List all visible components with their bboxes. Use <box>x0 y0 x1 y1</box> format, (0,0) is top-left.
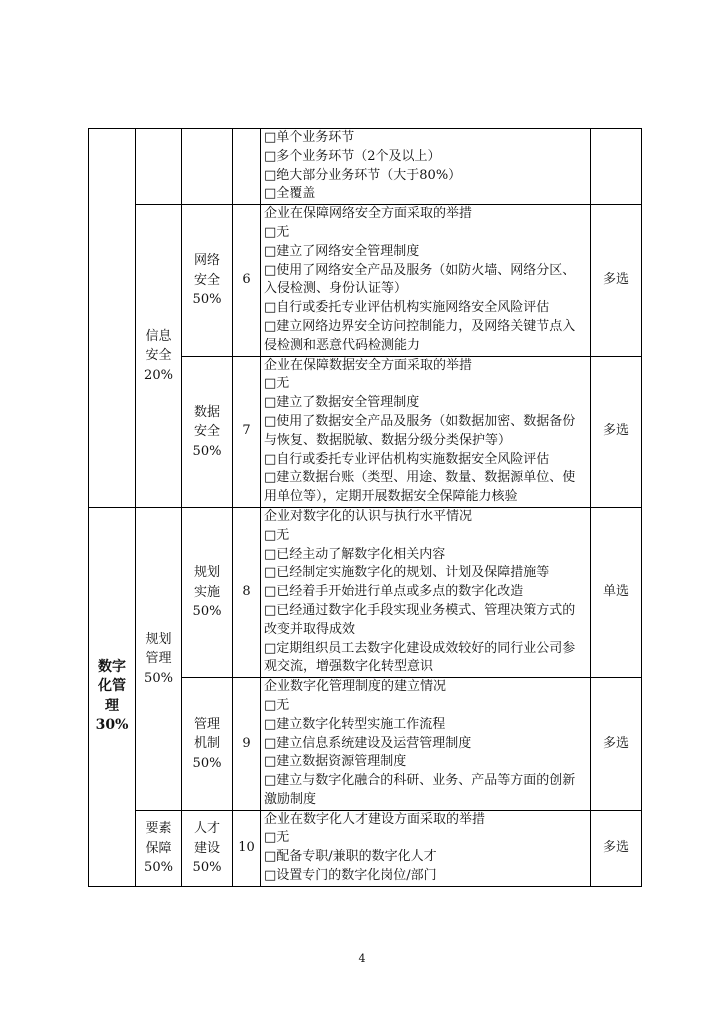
level3-cell: 管理 机制 50% <box>182 678 233 811</box>
checkbox-option: □多个业务环节（2个及以上） <box>264 148 441 164</box>
checkbox-option: □已经制定实施数字化的规划、计划及保障措施等 <box>264 565 550 581</box>
checkbox-option: □已经着手开始进行单点或多点的数字化改造 <box>264 584 524 600</box>
table-row <box>89 810 642 886</box>
selection-type: 多选 <box>591 810 642 886</box>
checkbox-option: □无 <box>264 224 290 240</box>
question-text: 企业对数字化的认识与执行水平情况 <box>264 508 473 524</box>
checkbox-option: □建立信息系统建设及运营管理制度 <box>264 735 472 751</box>
checkbox-option: □建立数据资源管理制度 <box>264 754 407 770</box>
checkbox-option: □绝大部分业务环节（大于80%） <box>264 167 462 183</box>
options-cell <box>261 810 591 886</box>
checkbox-option: □定期组织员工去数字化建设成效较好的同行业公司参观交流，增强数字化转型意识 <box>264 640 576 675</box>
evaluation-table <box>88 128 642 887</box>
item-number: 8 <box>233 507 261 677</box>
level2-cell-blank <box>136 129 182 205</box>
question-text: 企业在保障数据安全方面采取的举措 <box>264 357 473 373</box>
item-number: 9 <box>233 678 261 811</box>
checkbox-option: □建立了网络安全管理制度 <box>264 243 420 259</box>
checkbox-option: □已经主动了解数字化相关内容 <box>264 546 446 562</box>
checkbox-option: □无 <box>264 830 290 846</box>
level3-cell: 人才 建设 50% <box>182 810 233 886</box>
options-cell <box>261 678 591 811</box>
checkbox-option: □建立与数字化融合的科研、业务、产品等方面的创新激励制度 <box>264 773 576 807</box>
selection-type: 多选 <box>591 205 642 356</box>
checkbox-option: □已经通过数字化手段实现业务模式、管理决策方式的改变并取得成效 <box>264 602 576 637</box>
item-number: 6 <box>233 205 261 356</box>
page-number: 4 <box>358 952 366 965</box>
level3-cell: 数据 安全 50% <box>182 356 233 507</box>
level1-cell-blank <box>89 129 136 508</box>
options-cell <box>261 129 591 205</box>
checkbox-option: □建立网络边界安全访问控制能力，及网络关键节点入侵检测和恶意代码检测能力 <box>264 318 576 353</box>
level3-cell-blank <box>182 129 233 205</box>
item-number: 10 <box>233 810 261 886</box>
options-cell <box>261 205 591 356</box>
checkbox-option: □建立数据台账（类型、用途、数量、数据源单位、使用单位等），定期开展数据安全保障能力核验 <box>264 470 576 505</box>
table-row <box>89 507 642 677</box>
question-text: 企业在保障网络安全方面采取的举措 <box>264 206 473 222</box>
checkbox-option: □无 <box>264 376 290 392</box>
checkbox-option: □单个业务环节 <box>264 130 355 145</box>
checkbox-option: □建立数字化转型实施工作流程 <box>264 716 446 732</box>
level2-cell: 要素 保障 50% <box>136 810 182 886</box>
table-row <box>89 205 642 356</box>
checkbox-option: □自行或委托专业评估机构实施数据安全风险评估 <box>264 451 550 467</box>
number-cell-blank <box>233 129 261 205</box>
checkbox-option: □使用了网络安全产品及服务（如防火墙、网络分区、入侵检测、身份认证等） <box>264 262 576 297</box>
item-number: 7 <box>233 356 261 507</box>
checkbox-option: □自行或委托专业评估机构实施网络安全风险评估 <box>264 300 550 316</box>
level2-cell: 信息 安全 20% <box>136 205 182 508</box>
checkbox-option: □配备专职/兼职的数字化人才 <box>264 849 437 865</box>
checkbox-option: □使用了数据安全产品及服务（如数据加密、数据备份与恢复、数据脱敏、数据分级分类保护等） <box>264 413 576 448</box>
options-cell <box>261 356 591 507</box>
question-text: 企业在数字化人才建设方面采取的举措 <box>264 811 486 827</box>
question-text: 企业数字化管理制度的建立情况 <box>264 679 447 695</box>
level3-cell: 网络 安全 50% <box>182 205 233 356</box>
checkbox-option: □设置专门的数字化岗位/部门 <box>264 868 437 884</box>
checkbox-option: □无 <box>264 697 290 713</box>
options-cell <box>261 507 591 677</box>
selection-cell-blank <box>591 129 642 205</box>
checkbox-option: □全覆盖 <box>264 186 316 202</box>
selection-type: 单选 <box>591 507 642 677</box>
level1-cell: 数字 化管 理 30% <box>89 507 136 886</box>
checkbox-option: □建立了数据安全管理制度 <box>264 395 420 411</box>
level3-cell: 规划 实施 50% <box>182 507 233 677</box>
checkbox-option: □无 <box>264 527 290 543</box>
level2-cell: 规划 管理 50% <box>136 507 182 810</box>
selection-type: 多选 <box>591 678 642 811</box>
table-row <box>89 129 642 205</box>
selection-type: 多选 <box>591 356 642 507</box>
